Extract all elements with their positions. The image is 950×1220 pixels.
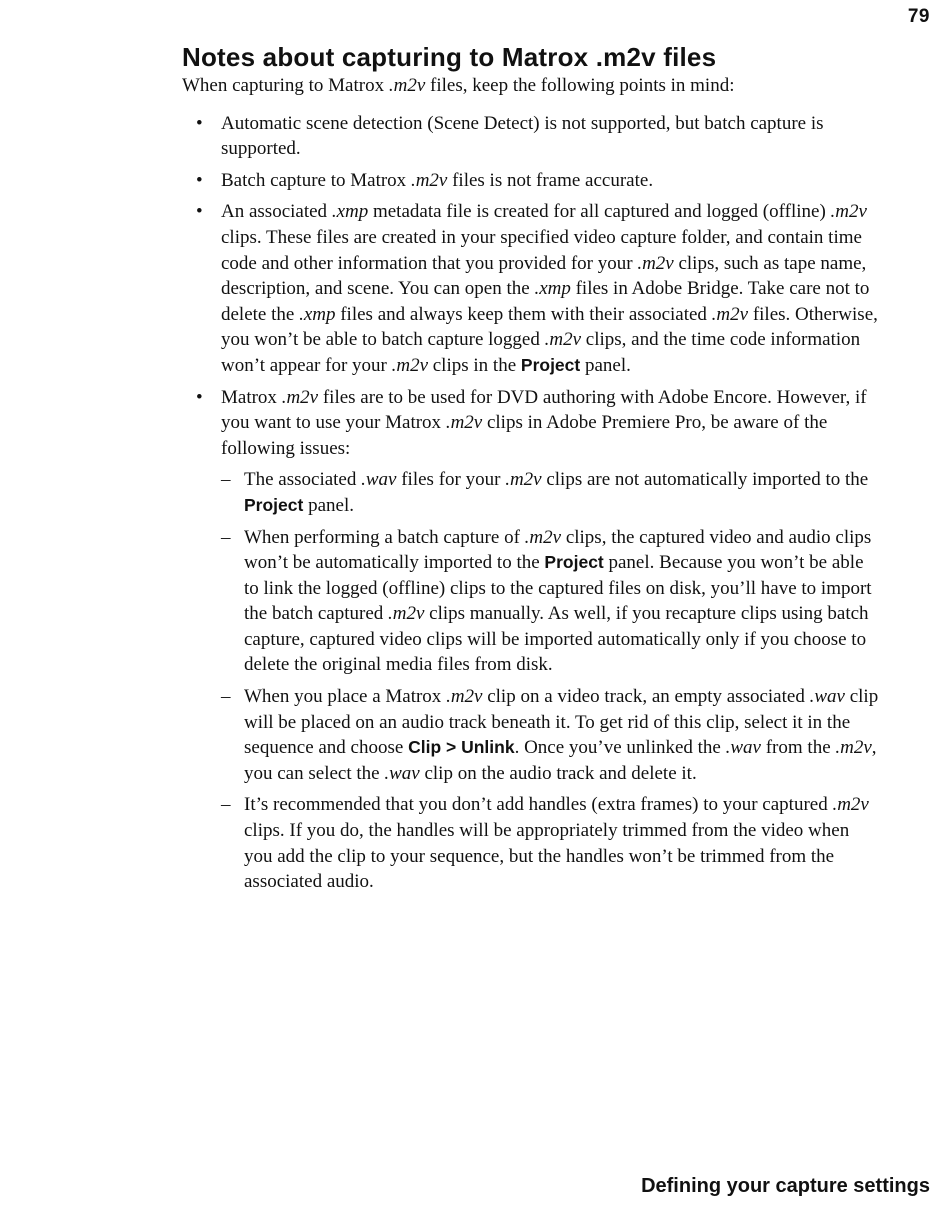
section-heading: Notes about capturing to Matrox .m2v files bbox=[182, 42, 717, 72]
project-panel-ref: Project bbox=[544, 552, 604, 573]
project-panel-ref: Project bbox=[244, 494, 304, 515]
sub-item-handles: – It’s recommended that you don’t add handles (extra frames) to your captured .m2v clips. If you do, the handles will be appropriately trimmed from the video when you add the clip to your sequence, but the handles won’t be trimmed from the associated audio. bbox=[221, 792, 882, 894]
bullet-item-xmp-metadata: • An associated .xmp metadata file is created for all captured and logged (offline) .m2v clips. These files are created in your specified video capture folder, and contain time code and other information that you provided for your .m2v clips, such as tape name, description, and scene. You can open the .xmp files in Adobe Bridge. Take care not to delete the .xmp files and always keep them with their associated .m2v files. Otherwise, you won’t be able to batch capture logged .m2v clips, and the time code information won’t appear for your .m2v clips in the Project panel. bbox=[182, 199, 882, 378]
bullet-item-frame-accuracy: • Batch capture to Matrox .m2v files is not frame accurate. bbox=[182, 168, 882, 194]
running-footer: Defining your capture settings bbox=[641, 1175, 930, 1197]
sub-item-wav-files: – The associated .wav files for your .m2v clips are not automatically imported to the Project panel. bbox=[221, 467, 882, 518]
page-number: 79 bbox=[907, 6, 930, 27]
bullet-item-scene-detect: • Automatic scene detection (Scene Detect) is not supported, but batch capture is supported. bbox=[182, 111, 882, 162]
issues-sublist bbox=[221, 467, 882, 895]
notes-list bbox=[182, 111, 882, 895]
intro-paragraph: When capturing to Matrox .m2v files, keep the following points in mind: bbox=[182, 75, 735, 96]
sub-item-unlink-clip: – When you place a Matrox .m2v clip on a video track, an empty associated .wav clip will be placed on an audio track beneath it. To get rid of this clip, select it in the sequence and choose Clip > Unlink. Once you’ve unlinked the .wav from the .m2v, you can select the .wav clip on the audio track and delete it. bbox=[221, 684, 882, 786]
sub-item-batch-capture: – When performing a batch capture of .m2v clips, the captured video and audio clips won’t be automatically imported to the Project panel. Because you won’t be able to link the logged (offline) clips to the captured files on disk, you’ll have to import the batch captured .m2v clips manually. As well, if you recapture clips using batch capture, captured video clips will be imported automatically only if you choose to delete the original media files from disk. bbox=[221, 525, 882, 679]
project-panel-ref: Project bbox=[520, 354, 581, 375]
bullet-item-dvd-authoring: • Matrox .m2v files are to be used for DVD authoring with Adobe Encore. However, if you want to use your Matrox .m2v clips in Adobe Premiere Pro, be aware of the following issues: – The associated .wav files for your .m2v clips are not automatically imported to the Project panel. – When performing a batch capture of .m2v clips, the captured video and audio clips won’t be automatically imported to the Project panel. Because you won’t be able to link the logged (offline) clips to the captured files on disk, you’ll have to import the batch captured .m2v clips manually. As well, if you recapture clips using batch capture, captured video clips will be imported automatically only if you choose to delete the original media files from disk. – When you place a Matrox .m2v clip on a video track, an empty associated .wav clip will be placed on an audio track beneath it. To get rid of this clip, select it in the sequence and choose Clip > Unlink. Once you’ve unlinked the .wav from the .m2v, you can select the .wav clip on the audio track and delete it. – It’s recommended that you don’t add handles (extra frames) to your captured .m2v clips. If you do, the handles will be appropriately trimmed from the video when you add the clip to your sequence, but the handles won’t be trimmed from the associated audio. bbox=[182, 385, 882, 895]
page-content bbox=[182, 41, 882, 901]
clip-unlink-menu-ref: Clip > Unlink bbox=[408, 737, 515, 758]
